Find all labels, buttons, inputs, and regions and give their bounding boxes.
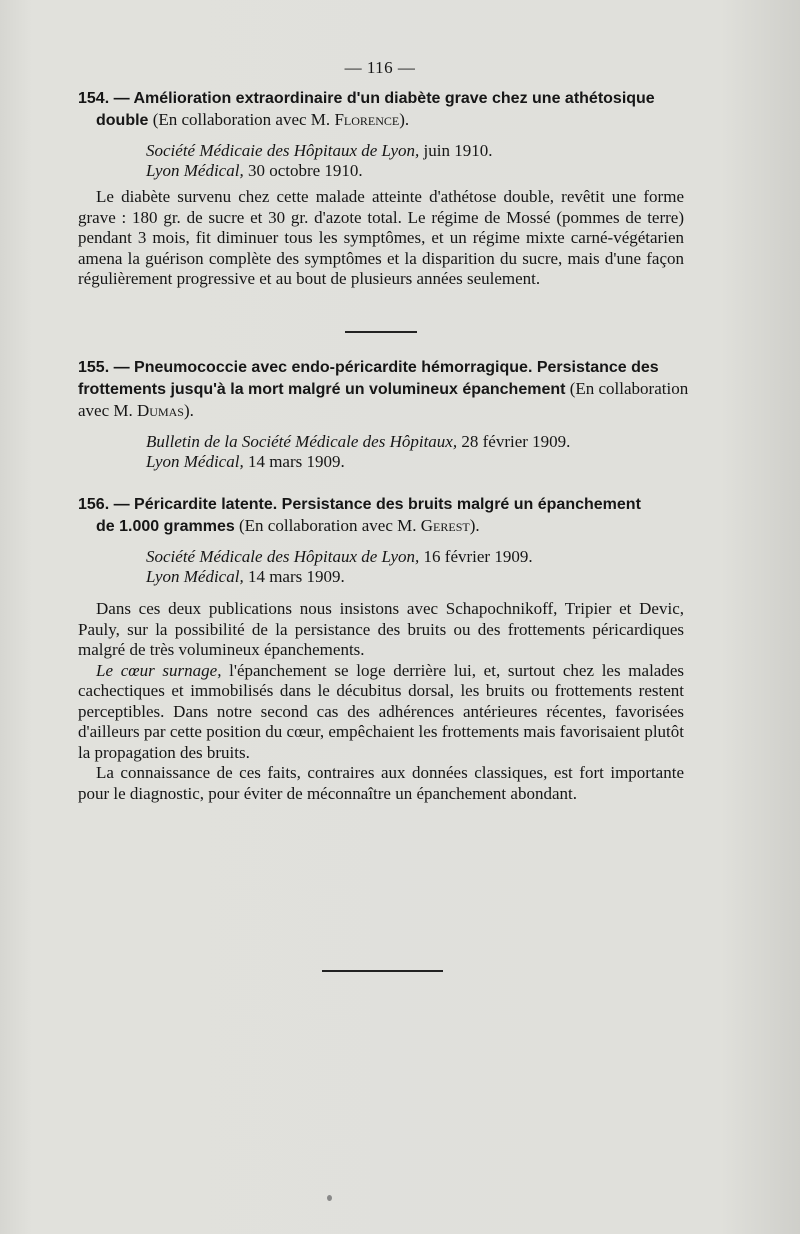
entry-number: 156. [78,496,110,513]
page-number: — 116 — [344,58,416,77]
collaboration-note: (En collaboration avec M. Gerest). [234,516,480,535]
entry-heading-continued: de 1.000 grammes [96,518,235,535]
ink-speck [327,1195,332,1201]
reference: Lyon Médical, 14 mars 1909. [146,567,345,586]
paragraph-154: Le diabète survenu chez cette malade atteinte d'athétose double, revêtit une forme grave : 180 gr. de sucre et 30 gr. d'azote total. Le régime de Mossé (pommes de terre) pendant 3 mois, fit diminuer tous les symptômes, et un régime mixte carné-végétarien amena la guérison complète des symptômes et la disparition du sucre, mais d'une façon régulièrement progressive et au bout de plusieurs années seulement. [78,187,684,288]
entry-title [78,357,696,422]
entry-155 [78,357,696,472]
entry-154 [78,88,696,181]
collaboration-note: (En collaboration avec M. Florence). [148,110,410,129]
references [146,141,696,181]
collaborator-name: Gerest [420,516,470,535]
paragraph-156-part-3: La connaissance de ces faits, contraires aux données classiques, est fort importante pour le diagnostic, pour éviter de méconnaître un épanchement abondant. [78,763,684,803]
entry-156 [78,494,696,587]
reference: Lyon Médical, 14 mars 1909. [146,452,345,471]
references [146,547,696,587]
paragraph-156-part-2: Le cœur surnage, l'épanchement se loge derrière lui, et, surtout chez les malades cachectiques et immobilisés dans le décubitus dorsal, les bruits ou frottements restent perceptibles. Dans notre second cas des adhérences antérieures récentes, favorisées d'ailleurs par cette position du cœur, empêchaient les frottements mais favorisaient plutôt la propagation des bruits. [78,660,685,762]
paragraph-156 [78,599,684,804]
collaborator-name: Dumas [137,401,184,420]
end-divider [322,970,443,972]
entry-title [78,88,696,131]
reference: Bulletin de la Société Médicale des Hôpitaux, 28 février 1909. [146,432,571,451]
references [146,432,696,472]
entry-heading: — Péricardite latente. Persistance des bruits malgré un épanchement [113,496,641,513]
entry-heading-continued: double [96,112,149,129]
entry-title [78,494,696,537]
reference: Société Médicaie des Hôpitaux de Lyon, juin 1910. [146,141,493,160]
reference: Société Médicale des Hôpitaux de Lyon, 16 février 1909. [146,547,533,566]
collaborator-name: Florence [334,110,400,129]
entry-heading: — Amélioration extraordinaire d'un diabète grave chez une athétosique [113,90,655,107]
entry-number: 155. [78,359,110,376]
entry-heading: — Pneumococcie avec endo-péricardite hémorragique. Persistance des frottements jusqu'à la mort malgré un volumineux épanchement [78,359,659,398]
collaboration-note: (En collaboration avec M. Dumas). [78,379,689,420]
entry-number: 154. [78,90,110,107]
reference: Lyon Médical, 30 octobre 1910. [146,161,363,180]
section-divider [345,331,417,333]
paragraph-156-part-1: Dans ces deux publications nous insistons avec Schapochnikoff, Tripier et Devic, Pauly, sur la possibilité de la persistance des bruits ou des frottements péricardiques malgré de très volumineux épanchements. [78,599,684,659]
